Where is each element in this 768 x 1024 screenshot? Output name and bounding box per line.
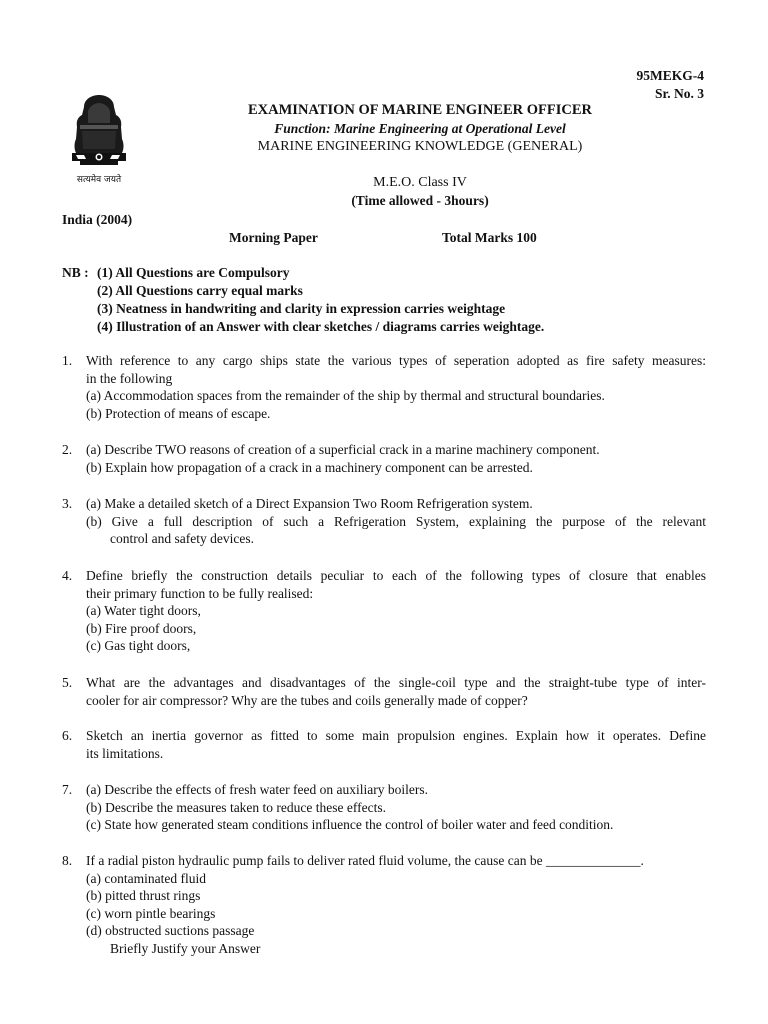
sub-question: (a) Describe TWO reasons of creation of a superficial crack in a marine machinery component. <box>86 442 600 457</box>
question-7 <box>62 781 706 834</box>
national-emblem <box>66 93 132 189</box>
nb-prefix: NB : <box>62 265 89 280</box>
question-4 <box>62 567 706 655</box>
function-line: Function: Marine Engineering at Operational Level <box>274 121 566 136</box>
question-6 <box>62 727 706 762</box>
question-number: 3. <box>62 496 73 511</box>
sub-question: (b) Protection of means of escape. <box>86 405 271 421</box>
question-text: their primary function to be fully realised: <box>86 585 314 601</box>
subject-title: MARINE ENGINEERING KNOWLEDGE (GENERAL) <box>257 139 583 154</box>
serial-number: Sr. No. 3 <box>654 86 704 101</box>
question-number: 6. <box>62 728 73 743</box>
class-label: M.E.O. Class IV <box>373 175 467 190</box>
question-text: Define briefly the construction details peculiar to each of the following types of closure that enables <box>86 568 706 583</box>
sub-question-continued: control and safety devices. <box>110 531 254 546</box>
option: (a) contaminated fluid <box>86 870 206 886</box>
paper-session: Morning Paper <box>229 230 318 245</box>
question-1 <box>62 352 706 422</box>
exam-title: EXAMINATION OF MARINE ENGINEER OFFICER <box>248 102 592 118</box>
question-number: 1. <box>62 353 73 368</box>
option: (b) pitted thrust rings <box>86 888 201 903</box>
question-number: 7. <box>62 782 73 797</box>
sub-question: (b) Explain how propagation of a crack in a machinery component can be arrested. <box>86 459 533 475</box>
question-8 <box>62 852 706 957</box>
sub-question: (a) Describe the effects of fresh water feed on auxiliary boilers. <box>86 782 428 797</box>
question-text: What are the advantages and disadvantages of the single-coil type and the straight-tube type of inter- <box>86 675 706 690</box>
question-text: Sketch an inertia governor as fitted to some main propulsion engines. Explain how it operates. Define <box>86 728 706 743</box>
question-number: 5. <box>62 675 73 690</box>
sub-question: (b) Give a full description of such a Refrigeration System, explaining the purpose of the relevant <box>86 513 706 529</box>
question-text: cooler for air compressor? Why are the tubes and coils generally made of copper? <box>86 692 528 708</box>
sub-question: (a) Make a detailed sketch of a Direct Expansion Two Room Refrigeration system. <box>86 496 533 511</box>
time-allowed: (Time allowed - 3hours) <box>351 193 489 208</box>
sub-question: (a) Accommodation spaces from the remainder of the ship by thermal and structural boundaries. <box>86 388 605 403</box>
question-number: 8. <box>62 853 73 868</box>
option: (d) obstructed suctions passage <box>86 923 255 938</box>
paper-code: 95MEKG-4 <box>636 68 704 83</box>
nb-item: (4) Illustration of an Answer with clear sketches / diagrams carries weightage. <box>97 319 545 334</box>
total-marks: Total Marks 100 <box>442 230 537 245</box>
sub-question: (b) Fire proof doors, <box>86 620 197 636</box>
question-2 <box>62 441 706 476</box>
question-text: its limitations. <box>86 745 164 761</box>
nb-item: (2) All Questions carry equal marks <box>97 283 303 298</box>
question-5 <box>62 674 706 709</box>
question-text: If a radial piston hydraulic pump fails to deliver rated fluid volume, the cause can be ______________. <box>86 853 644 868</box>
sub-question: (c) State how generated steam conditions influence the control of boiler water and feed condition. <box>86 817 614 832</box>
option: (c) worn pintle bearings <box>86 905 216 921</box>
question-3 <box>62 495 706 548</box>
question-number: 2. <box>62 442 73 457</box>
justify-instruction: Briefly Justify your Answer <box>110 940 261 956</box>
nb-item: (3) Neatness in handwriting and clarity in expression carries weightage <box>97 301 506 316</box>
emblem-motto: सत्यमेव जयते <box>76 175 122 185</box>
question-number: 4. <box>62 568 73 583</box>
country-year: India (2004) <box>62 212 133 227</box>
question-text: With reference to any cargo ships state the various types of seperation adopted as fire safety measures: <box>86 353 706 368</box>
sub-question: (c) Gas tight doors, <box>86 638 191 653</box>
nb-item: (1) All Questions are Compulsory <box>97 265 290 280</box>
question-text: in the following <box>86 370 173 386</box>
sub-question: (a) Water tight doors, <box>86 603 201 618</box>
sub-question: (b) Describe the measures taken to reduce these effects. <box>86 799 386 815</box>
